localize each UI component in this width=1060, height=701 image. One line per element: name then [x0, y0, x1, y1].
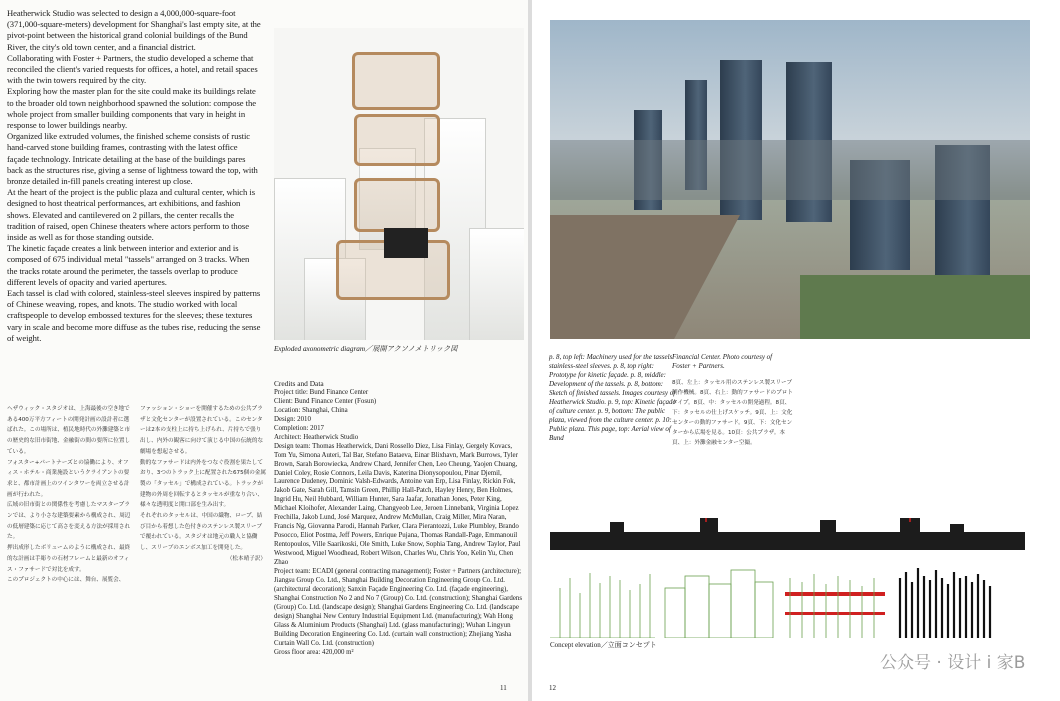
massing-study-3 — [785, 574, 885, 638]
tassel-ring — [354, 114, 440, 166]
page-number: 11 — [500, 684, 507, 692]
credit-line: Design team: Thomas Heatherwick, Dani Rossello Diez, Lisa Finlay, Gergely Kovacs, Tom Yu, Simona Auteri, Tal Bar, Stefano Bataeva, Einar Blixhavn, Mark Burrows, Tyler Brown, Sarah Borowiecka, Andrew Chard, Jennifer Chen, Leo Cheung, Yaojen Chuang, Daniel Coley, Rosie Connors, Leila Davis, Katerina Dionysopoulou, Pinar Djemil, Laurence Dudeney, Dominic Valsh-Edwards, Antoine van Erp, Lisa Finlay, Rickin Fok, Jakob Gate, Sarah Gill, Tamsin Green, Phillip Hall-Patch, Hayley Henry, Ben Holmes, Ingrid Hu, Neil Hubbard, William Hunter, Sara Jaafar, Jonathan Jones, Peter King, Michael Kloihofer, Alexander Laing, Changyeob Lee, Jeroen Linnebank, Virginia Lopez Frechilla, Jakob Lund, José Marquez, Andrew McMullan, Craig Miller, Mira Naran, Francis Ng, Giovanna Parodi, Hannah Parker, Clara Pierantozzi, Luke Plumbley, Brando Posocco, Eliot Postma, Jeff Powers, Enrique Pujana, Thomas Randall-Page, Emmanouil Rentopoulos, Ville Saarikoski, Ole Smith, Luke Snow, Sophia Tang, Andrew Taylor, Paul Westwood, Miguel Woodhead, Robert Wilson, Charles Wu, Chris Yoo, Kelin Yu, Chen Zhao — [274, 442, 521, 567]
massing-study-4 — [900, 568, 990, 638]
paragraph: ヘザウィック・スタジオは、上海最後の空き地である400万平方フィートの開発計画の設計者に選ばれた。この場所は、植民地時代の外灘建築と市の歴史的な旧市街地、金融街の間の要所に位置している。 — [7, 406, 131, 455]
paragraph: Each tassel is clad with colored, stainless-steel sleeves inspired by patterns of Chinese weaving, ropes, and knots. The studio worked with local craftspeople to develop embossed textures for the sleeves; these textures vary in scale and become more diffuse as the tubes rise, reducing the sense of weight. — [7, 288, 261, 343]
body-text-japanese-col2 — [140, 404, 266, 676]
gutter — [528, 0, 532, 701]
massing-study-2 — [665, 570, 773, 638]
paragraph: Organized like extruded volumes, the finished scheme consists of rustic hand-carved stone building frames, contrasting with the latest office façade technology. Intricate detailing at the base of the buildings pares back as the structures rise, giving a sense of lightness toward the top, with bronze detailed in-fill panels creating interest up close. — [7, 131, 258, 187]
skyline-tower — [950, 524, 964, 550]
tassel-ring — [354, 178, 440, 232]
paragraph: 押出成形したボリュームのように構成され、最終的な計画は手彫りの石材フレームと最新のオフィス・ファサードで対比を成す。 — [7, 545, 131, 573]
photo-caption-japanese: 8頁、左上：タッセル用のステンレス製スリーブ制作機械。8頁、右上：動的ファサードのプロトタイプ。8頁、中：タッセルの開発過程。8頁、下：タッセルの仕上げスケッチ。9頁、上：文化センターの動的ファサード。9頁、下：文化センターから広場を見る。10頁：公共プラザ。本頁、上：外灘金融センター空撮。 — [672, 380, 793, 446]
paragraph: このプロジェクトの中心には、舞台、展覧会、 — [7, 577, 125, 584]
aerial-photo — [550, 20, 1030, 339]
tassel-ring — [352, 52, 440, 110]
exploded-axonometric-diagram — [274, 28, 524, 340]
city-fabric — [550, 140, 1030, 200]
page-number: 12 — [549, 684, 556, 692]
axo-caption: Exploded axonometric diagram／展開アクソノメトリック図 — [274, 345, 458, 353]
red-band — [785, 592, 885, 596]
credits-heading: Credits and Data — [274, 379, 324, 388]
body-text-japanese-col1 — [7, 404, 133, 676]
cultural-center-volume — [384, 228, 428, 258]
skyline-tower — [900, 518, 920, 550]
paragraph: The kinetic façade creates a link between interior and exterior and is composed of 675 individual metal "tassels" arranged on 3 tracks. When the tracks rotate around the perimeter, the tassels overlap to produce different levels of opacity and varied apertures. — [7, 243, 250, 287]
paragraph: それぞれのタッセルは、中国の織物、ロープ、結び目から着想した色付きのステンレス製スリーブで覆われている。スタジオは地元の職人と協働し、スリーブのエンボス加工を開発した。 — [140, 513, 263, 552]
paragraph: Heatherwick Studio was selected to design a 4,000,000-square-foot (371,000-square-meters) development for Shanghai's last empty site, at the pivot-point between the historical grand colonial buildings of the Bund River, the city's old town center, and a financial district. — [7, 8, 261, 52]
skyline-tower — [700, 518, 718, 550]
credit-line: Architect: Heatherwick Studio — [274, 433, 359, 441]
skyline-tower — [820, 520, 836, 550]
body-text-english — [7, 8, 261, 344]
paragraph: ファッション・ショーを開催するための公共プラザと文化センターが設置されている。このセンターは2本の支柱上に持ち上げられ、片持ちで張り出し、内外の観客に向けて演じる中国の伝統的な劇場を想起させる。 — [140, 406, 264, 455]
skyline-tower — [610, 522, 624, 550]
credit-line: Completion: 2017 — [274, 424, 324, 432]
paragraph: At the heart of the project is the public plaza and cultural center, which is designed to host theatrical performances, art exhibitions, and fashion shows. Elevated and cantilevered on 2 pillars, the center recalls the tradition of raised, open Chinese theaters where actors perform to those inside as well as for those standing outside. — [7, 187, 256, 243]
credits-block — [274, 380, 524, 658]
red-band — [785, 612, 885, 615]
photo-caption-english-cont: Financial Center. Photo courtesy of Foster + Partners. — [672, 353, 773, 370]
credit-line: Design: 2010 — [274, 415, 311, 423]
credit-line: Project team: ECADI (general contracting management); Foster + Partners (architecture); Jiangsu Group Co. Ltd., Shanghai Building Decoration Engineering Group Co. Ltd. (architectural decoration); Sanxin Façade Engineering Co. Ltd. (façade engineering), Shanghai Construction No 2 and No 7 (Group) Co. Ltd. (construction); Shanghai Gardens (Group) Co. Ltd. (landscape design); Shanghai Gardens Engineering Co. Ltd. (landscape design) Shanghai New Century Industrial Equipment Ltd. (manufacturing); Wah Hong Glass & Aluminium Products (Shanghai) Ltd. (glass manufacturing); Wuhan Lingyun Building Decoration Engineering Co. Ltd. (curtain wall construction); Zhejiang Yasha Curtain Wall Co. Ltd. (construction) — [274, 568, 523, 647]
paragraph: フォスター+パートナーズとの協働により、オフィス・ホテル・商業施設というクライアントの要求と、都市計画上のツインタワーを両立させる計画が行われた。 — [7, 459, 130, 498]
river — [550, 215, 740, 339]
elevation-caption: Concept elevation／立面コンセプト — [550, 641, 657, 649]
photo-caption-english: p. 8, top left: Machinery used for the tassels' stainless-steel sleeves. p. 8, top right: Prototype for kinetic façade. p. 8, middle: Development of the tassels. p. 8, bottom: Sketch of finished tassels. Images courtesy of Heatherwick Studio. p. 9, top: Kinetic façade of culture center. p. 9, bottom: The public plaza, viewed from the culture center. p. 10: Public plaza. This page, top: Aerial view of Bund — [549, 353, 676, 442]
paragraph: Exploring how the master plan for the site could make its buildings relate to the broader old town neighborhood spawned the solution: compose the whole project from smaller building components that vary in height in response to lower buildings nearby. — [7, 86, 257, 131]
paragraph: 動的なファサードは内外をつなぐ役割を果たしており、3つのトラック上に配置された675個の金属製の「タッセル」で構成されている。トラックが建物の外周を回転するとタッセルが重なり合い、様々な透明度と開口部を生み出す。 — [140, 459, 266, 509]
skyline-row — [550, 518, 1025, 550]
left-page — [0, 0, 528, 701]
waterfront-park — [800, 275, 1030, 339]
paragraph: Collaborating with Foster + Partners, the studio developed a scheme that reconciled the client's varied requests for offices, a hotel, and retail spaces with the twin towers required by the city. — [7, 52, 258, 86]
watermark: 公众号 · 设计 i 家B — [880, 653, 1026, 673]
paragraph: 広域の旧市街との関係性を考慮したマスタープランでは、より小さな建築要素から構成され、周辺の低層建築に応じて高さを変える方法が採用された。 — [7, 502, 131, 541]
credit-line: Project title: Bund Finance Center — [274, 388, 369, 396]
building-block — [469, 228, 524, 340]
concept-elevation-diagram — [550, 518, 1025, 638]
credit-line: Client: Bund Finance Center (Fosun) — [274, 397, 377, 405]
massing-study-1 — [550, 573, 655, 638]
credit-line: Gross floor area: 420,000 m² — [274, 648, 354, 656]
translator-credit: （松本晴子訳） — [226, 555, 266, 562]
credit-line: Location: Shanghai, China — [274, 406, 348, 414]
